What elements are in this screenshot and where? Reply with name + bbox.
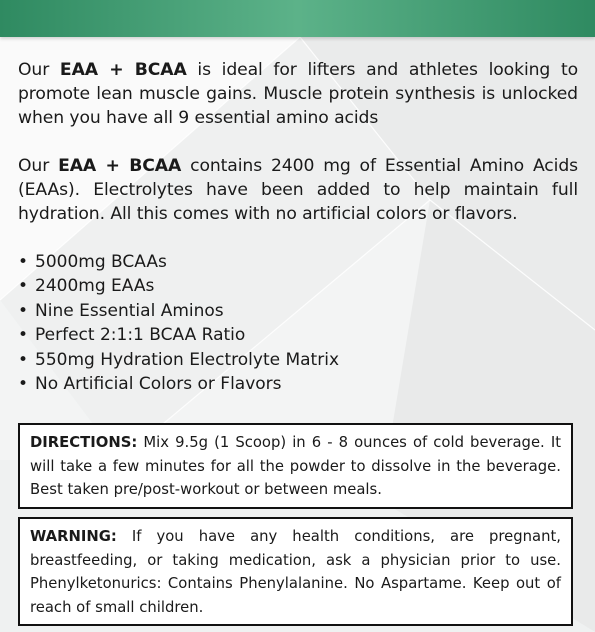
list-item-text: Nine Essential Aminos: [35, 300, 224, 321]
warning-box: [18, 517, 573, 626]
warning-label: WARNING:: [30, 528, 117, 545]
directions-text: Mix 9.5g (1 Scoop) in 6 - 8 ounces of cold beverage. It will take a few minutes for all the powder to dissolve in the beverage. Best taken pre/post-workout or between meals.: [30, 434, 561, 498]
list-item-text: No Artificial Colors or Flavors: [35, 374, 282, 395]
warning-text: If you have any health conditions, are pregnant, breastfeeding, or taking medication, ask a physician prior to use. Phenylketonurics: Contains Phenylalanine. No Aspartame. Keep out of reach of small children.: [30, 528, 561, 616]
list-item-text: 5000mg BCAAs: [35, 252, 167, 272]
intro-paragraph-1: [18, 58, 578, 130]
intro-p2-prefix: Our: [18, 156, 59, 176]
list-item: [18, 348, 578, 372]
bullet-icon: •: [18, 349, 29, 370]
bullet-icon: •: [18, 325, 29, 346]
list-item: [18, 250, 578, 274]
list-item: [18, 274, 578, 298]
list-item-text: 2400mg EAAs: [35, 276, 155, 297]
intro-paragraph-2: [18, 154, 578, 226]
bullet-icon: •: [18, 374, 29, 395]
list-item: [18, 372, 578, 396]
directions-label: DIRECTIONS:: [30, 434, 138, 451]
intro-p2-text: contains 2400 mg of Essential Amino Acids (EAAs). Electrolytes have been added to help maintain full hydration. All this comes with no artificial colors or flavors.: [18, 156, 578, 224]
bullet-icon: •: [18, 252, 29, 272]
bullet-icon: •: [18, 276, 29, 297]
list-item: [18, 299, 578, 323]
intro-p1-prefix: Our: [18, 60, 60, 80]
intro-p1-text: is ideal for lifters and athletes looking to promote lean muscle gains. Muscle protein synthesis is unlocked when you have all 9 essential amino acids: [18, 60, 579, 128]
header-band: [0, 0, 595, 37]
bullet-icon: •: [18, 300, 29, 321]
feature-list: [18, 250, 578, 396]
list-item-text: Perfect 2:1:1 BCAA Ratio: [35, 325, 246, 346]
product-name-bold: EAA + BCAA: [59, 60, 187, 80]
list-item-text: 550mg Hydration Electrolyte Matrix: [35, 349, 339, 370]
description-section: [18, 58, 578, 396]
directions-box: [18, 423, 573, 509]
list-item: [18, 323, 578, 347]
product-name-bold: EAA + BCAA: [58, 156, 182, 176]
